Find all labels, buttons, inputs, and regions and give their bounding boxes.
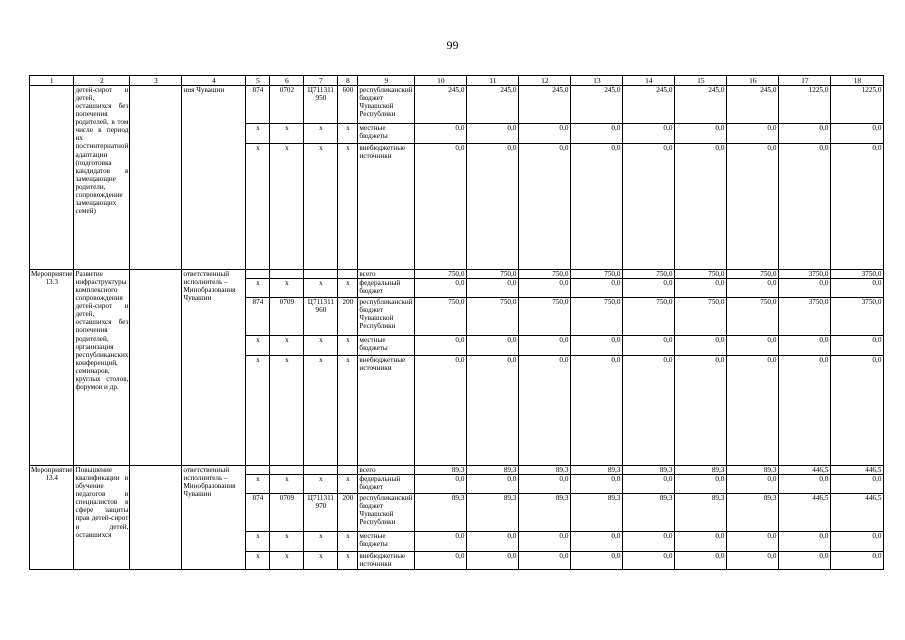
amount-cell: 0,0 (675, 124, 727, 144)
expense-type-code: 200 (338, 298, 358, 336)
amount-cell: 89,3 (519, 466, 571, 475)
amount-cell: 1225,0 (831, 86, 884, 124)
amount-cell: 0,0 (727, 144, 779, 270)
event-description: Развитие инфраструктуры комплексного сопровождения детей-сирот и детей, оставшихся без попечения родителей, организация республиканских конференций, семинаров, круглых столов, форумов и др. (74, 270, 130, 466)
column-number-4: 4 (182, 76, 246, 86)
amount-cell: 89,3 (571, 494, 623, 532)
amount-cell: 3750,0 (831, 298, 884, 336)
amount-cell: 0,0 (779, 124, 831, 144)
amount-cell: 0,0 (571, 532, 623, 552)
amount-cell: 89,3 (675, 466, 727, 475)
amount-cell: 245,0 (415, 86, 467, 124)
amount-cell: 0,0 (519, 144, 571, 270)
amount-cell: 0,0 (467, 475, 519, 494)
funding-source: внебюджетные источники (358, 552, 415, 570)
grbs-code: x (246, 144, 270, 270)
amount-cell: 0,0 (727, 532, 779, 552)
amount-cell: 89,3 (467, 466, 519, 475)
amount-cell: 3750,0 (831, 270, 884, 279)
amount-cell: 750,0 (623, 270, 675, 279)
amount-cell: 0,0 (519, 552, 571, 570)
expense-type-code: x (338, 356, 358, 466)
grbs-code: x (246, 356, 270, 466)
column-number-1: 1 (30, 76, 74, 86)
amount-cell: 89,3 (415, 494, 467, 532)
amount-cell: 750,0 (467, 298, 519, 336)
amount-cell: 0,0 (467, 144, 519, 270)
expense-type-code: x (338, 532, 358, 552)
page-number: 99 (446, 38, 459, 52)
amount-cell: 446,5 (779, 466, 831, 475)
expense-type-code: 200 (338, 494, 358, 532)
amount-cell: 0,0 (831, 124, 884, 144)
amount-cell: 750,0 (415, 270, 467, 279)
amount-cell: 0,0 (831, 279, 884, 298)
amount-cell: 0,0 (675, 475, 727, 494)
expense-type-code: x (338, 144, 358, 270)
column-number-7: 7 (304, 76, 338, 86)
amount-cell: 0,0 (779, 144, 831, 270)
funding-source: всего (358, 270, 415, 279)
section-code: x (270, 532, 304, 552)
column-number-2: 2 (74, 76, 130, 86)
amount-cell: 89,3 (623, 466, 675, 475)
section-code: x (270, 336, 304, 356)
amount-cell: 0,0 (623, 279, 675, 298)
event-label: Мероприятие 13.3 (30, 270, 74, 466)
amount-cell: 0,0 (831, 356, 884, 466)
amount-cell: 0,0 (467, 552, 519, 570)
funding-source: местные бюджеты (358, 336, 415, 356)
section-code: x (270, 356, 304, 466)
expense-type-code (338, 270, 358, 279)
event-label (30, 86, 74, 270)
amount-cell: 0,0 (415, 124, 467, 144)
amount-cell: 89,3 (519, 494, 571, 532)
amount-cell: 750,0 (467, 270, 519, 279)
grbs-code: x (246, 475, 270, 494)
column-number-11: 11 (467, 76, 519, 86)
amount-cell: 446,5 (831, 494, 884, 532)
column-number-17: 17 (779, 76, 831, 86)
amount-cell: 0,0 (415, 475, 467, 494)
funding-source: республиканский бюджет Чувашской Республики (358, 494, 415, 532)
amount-cell: 0,0 (415, 279, 467, 298)
amount-cell: 0,0 (467, 336, 519, 356)
amount-cell: 0,0 (623, 336, 675, 356)
amount-cell: 750,0 (675, 270, 727, 279)
target-article-code: Ц711311 950 (304, 86, 338, 124)
section-code: x (270, 475, 304, 494)
amount-cell: 0,0 (571, 475, 623, 494)
executor-cell: ния Чувашии (182, 86, 246, 270)
column-number-6: 6 (270, 76, 304, 86)
event-description: Повышение квалификации и обучение педагогов и специалистов в сфере защиты прав детей-сирот и детей, оставшихся (74, 466, 130, 570)
column-number-13: 13 (571, 76, 623, 86)
column-number-18: 18 (831, 76, 884, 86)
amount-cell: 0,0 (467, 279, 519, 298)
amount-cell: 0,0 (675, 552, 727, 570)
amount-cell: 89,3 (623, 494, 675, 532)
column-number-14: 14 (623, 76, 675, 86)
target-article-code (304, 270, 338, 279)
column-number-3: 3 (130, 76, 182, 86)
amount-cell: 0,0 (623, 144, 675, 270)
expense-type-code: x (338, 336, 358, 356)
section-code: x (270, 124, 304, 144)
amount-cell: 245,0 (467, 86, 519, 124)
column-number-16: 16 (727, 76, 779, 86)
amount-cell: 0,0 (675, 144, 727, 270)
amount-cell: 0,0 (623, 532, 675, 552)
target-article-code: x (304, 475, 338, 494)
amount-cell: 0,0 (519, 336, 571, 356)
amount-cell: 0,0 (727, 124, 779, 144)
amount-cell: 0,0 (415, 356, 467, 466)
amount-cell: 0,0 (831, 552, 884, 570)
table-body (30, 86, 884, 570)
amount-cell: 0,0 (675, 279, 727, 298)
amount-cell: 0,0 (779, 356, 831, 466)
amount-cell: 750,0 (675, 298, 727, 336)
target-article-code: x (304, 279, 338, 298)
grbs-code (246, 466, 270, 475)
column-number-8: 8 (338, 76, 358, 86)
amount-cell: 89,3 (727, 466, 779, 475)
target-article-code: Ц711311 960 (304, 298, 338, 336)
amount-cell: 3750,0 (779, 270, 831, 279)
funding-source: местные бюджеты (358, 124, 415, 144)
amount-cell: 0,0 (571, 144, 623, 270)
grbs-code: x (246, 532, 270, 552)
grbs-code: x (246, 279, 270, 298)
amount-cell: 0,0 (727, 279, 779, 298)
target-article-code: x (304, 336, 338, 356)
empty-cell (130, 86, 182, 270)
expense-type-code: x (338, 475, 358, 494)
section-code: x (270, 279, 304, 298)
budget-table (29, 75, 884, 570)
event-label: Мероприятие 13.4 (30, 466, 74, 570)
amount-cell: 0,0 (779, 279, 831, 298)
section-code: 0702 (270, 86, 304, 124)
column-number-10: 10 (415, 76, 467, 86)
grbs-code: x (246, 336, 270, 356)
grbs-code: x (246, 552, 270, 570)
amount-cell: 0,0 (831, 475, 884, 494)
amount-cell: 245,0 (519, 86, 571, 124)
funding-source: внебюджетные источники (358, 356, 415, 466)
target-article-code: x (304, 124, 338, 144)
amount-cell: 750,0 (623, 298, 675, 336)
funding-source: федеральный бюджет (358, 279, 415, 298)
amount-cell: 750,0 (571, 298, 623, 336)
amount-cell: 0,0 (831, 532, 884, 552)
section-code: x (270, 144, 304, 270)
amount-cell: 750,0 (571, 270, 623, 279)
funding-source: всего (358, 466, 415, 475)
amount-cell: 0,0 (519, 124, 571, 144)
amount-cell: 0,0 (571, 552, 623, 570)
target-article-code: x (304, 144, 338, 270)
amount-cell: 0,0 (467, 124, 519, 144)
column-number-9: 9 (358, 76, 415, 86)
funding-source: республиканский бюджет Чувашской Республики (358, 298, 415, 336)
amount-cell: 0,0 (779, 532, 831, 552)
column-number-5: 5 (246, 76, 270, 86)
funding-source: внебюджетные источники (358, 144, 415, 270)
amount-cell: 0,0 (571, 336, 623, 356)
amount-cell: 0,0 (519, 279, 571, 298)
table-row (30, 270, 884, 279)
grbs-code: 874 (246, 298, 270, 336)
amount-cell: 0,0 (675, 336, 727, 356)
amount-cell: 0,0 (415, 552, 467, 570)
expense-type-code: x (338, 552, 358, 570)
amount-cell: 0,0 (519, 475, 571, 494)
amount-cell: 0,0 (727, 356, 779, 466)
section-code: 0709 (270, 494, 304, 532)
amount-cell: 0,0 (467, 356, 519, 466)
amount-cell: 0,0 (727, 475, 779, 494)
amount-cell: 750,0 (415, 298, 467, 336)
grbs-code: 874 (246, 494, 270, 532)
event-description: детей-сирот и детей, оставшихся без попечения родителей, в том числе в период их постинтернатной адаптации (подготовка кандидатов в замещающие родители, сопровождение замещающих семей) (74, 86, 130, 270)
amount-cell: 0,0 (675, 356, 727, 466)
amount-cell: 89,3 (467, 494, 519, 532)
funding-source: федеральный бюджет (358, 475, 415, 494)
amount-cell: 0,0 (467, 532, 519, 552)
amount-cell: 0,0 (727, 336, 779, 356)
section-code (270, 270, 304, 279)
amount-cell: 0,0 (415, 144, 467, 270)
amount-cell: 446,5 (831, 466, 884, 475)
amount-cell: 0,0 (519, 532, 571, 552)
expense-type-code: 600 (338, 86, 358, 124)
executor-cell: ответственный исполнитель – Минобразования Чувашии (182, 270, 246, 466)
amount-cell: 0,0 (623, 356, 675, 466)
expense-type-code (338, 466, 358, 475)
amount-cell: 0,0 (415, 336, 467, 356)
column-number-15: 15 (675, 76, 727, 86)
executor-cell: ответственный исполнитель – Минобразования Чувашии (182, 466, 246, 570)
amount-cell: 0,0 (623, 475, 675, 494)
amount-cell: 89,3 (415, 466, 467, 475)
amount-cell: 0,0 (831, 144, 884, 270)
amount-cell: 3750,0 (779, 298, 831, 336)
amount-cell: 89,3 (571, 466, 623, 475)
amount-cell: 446,5 (779, 494, 831, 532)
target-article-code: Ц711311 970 (304, 494, 338, 532)
empty-cell (130, 270, 182, 466)
amount-cell: 0,0 (831, 336, 884, 356)
amount-cell: 0,0 (779, 475, 831, 494)
amount-cell: 0,0 (571, 279, 623, 298)
target-article-code: x (304, 532, 338, 552)
amount-cell: 245,0 (623, 86, 675, 124)
amount-cell: 89,3 (675, 494, 727, 532)
table-row (30, 466, 884, 475)
amount-cell: 750,0 (727, 298, 779, 336)
amount-cell: 0,0 (571, 124, 623, 144)
funding-source: местные бюджеты (358, 532, 415, 552)
section-code (270, 466, 304, 475)
expense-type-code: x (338, 279, 358, 298)
funding-source: республиканский бюджет Чувашской Республики (358, 86, 415, 124)
amount-cell: 89,3 (727, 494, 779, 532)
amount-cell: 245,0 (675, 86, 727, 124)
amount-cell: 0,0 (675, 532, 727, 552)
column-header-row (30, 76, 884, 86)
amount-cell: 0,0 (415, 532, 467, 552)
section-code: x (270, 552, 304, 570)
amount-cell: 0,0 (519, 356, 571, 466)
amount-cell: 1225,0 (779, 86, 831, 124)
amount-cell: 750,0 (519, 270, 571, 279)
amount-cell: 750,0 (727, 270, 779, 279)
amount-cell: 0,0 (779, 336, 831, 356)
amount-cell: 0,0 (779, 552, 831, 570)
target-article-code: x (304, 356, 338, 466)
expense-type-code: x (338, 124, 358, 144)
empty-cell (130, 466, 182, 570)
grbs-code: 874 (246, 86, 270, 124)
amount-cell: 750,0 (519, 298, 571, 336)
grbs-code: x (246, 124, 270, 144)
column-number-12: 12 (519, 76, 571, 86)
table-row (30, 86, 884, 124)
amount-cell: 245,0 (571, 86, 623, 124)
amount-cell: 0,0 (727, 552, 779, 570)
amount-cell: 0,0 (623, 552, 675, 570)
grbs-code (246, 270, 270, 279)
target-article-code (304, 466, 338, 475)
section-code: 0709 (270, 298, 304, 336)
amount-cell: 245,0 (727, 86, 779, 124)
target-article-code: x (304, 552, 338, 570)
amount-cell: 0,0 (571, 356, 623, 466)
amount-cell: 0,0 (623, 124, 675, 144)
